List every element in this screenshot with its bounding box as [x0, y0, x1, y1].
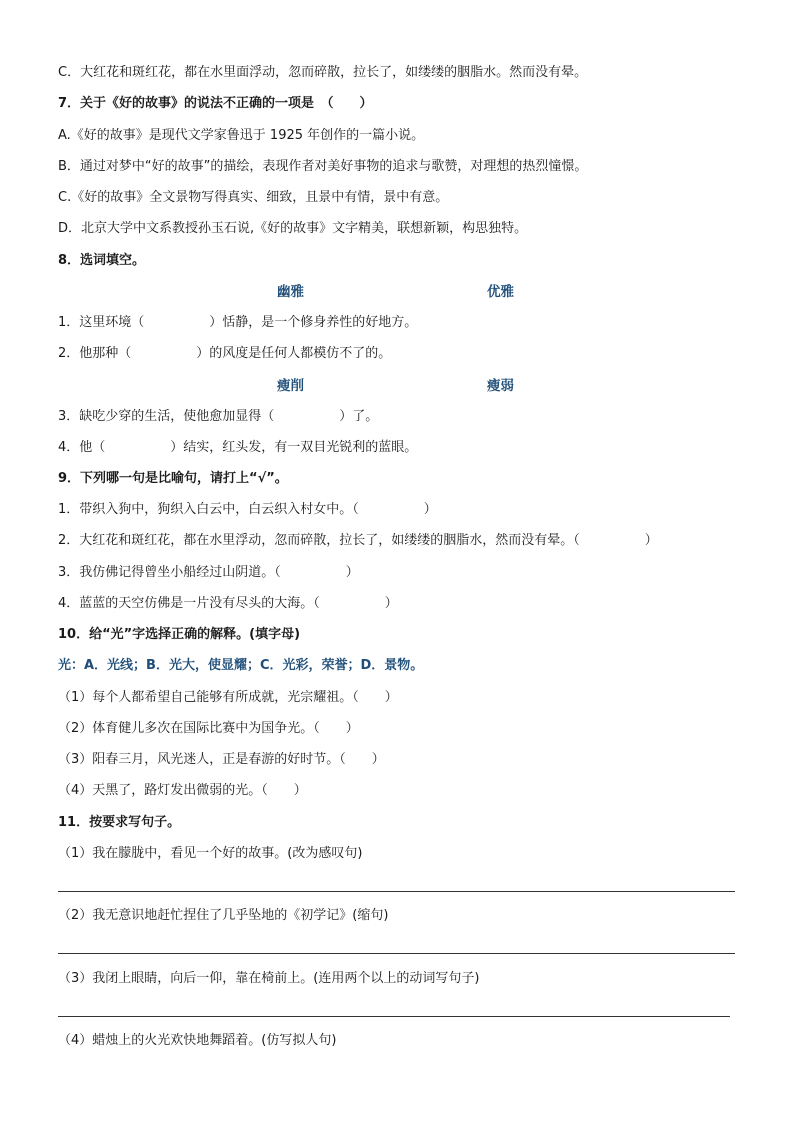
question-11-item-3: （3）我闭上眼睛，向后一仰，靠在椅前上。(连用两个以上的动词写句子) [58, 971, 480, 986]
word-choice-1-right: 优雅 [487, 284, 514, 300]
question-9-title: 9．下列哪一句是比喻句，请打上“√”。 [58, 471, 288, 486]
question-8-item-3: 3．缺吃少穿的生活，使他愈加显得（ ）了。 [58, 409, 379, 424]
question-10-title: 10．给“光”字选择正确的解释。(填字母) [58, 627, 301, 642]
word-choice-1-left: 幽雅 [277, 284, 304, 300]
question-7-option-a: A.《好的故事》是现代文学家鲁迅于 1925 年创作的一篇小说。 [58, 128, 425, 143]
question-7-option-d: D．北京大学中文系教授孙玉石说,《好的故事》文字精美，联想新颖，构思独特。 [58, 221, 528, 236]
question-11-title: 11．按要求写句子。 [58, 815, 181, 830]
answer-line-1[interactable] [58, 891, 735, 892]
question-7-title: 7．关于《好的故事》的说法不正确的一项是 （ ） [58, 96, 373, 111]
question-11-item-4: （4）蜡烛上的火光欢快地舞蹈着。(仿写拟人句) [58, 1033, 337, 1048]
question-8-item-1: 1．这里环境（ ）恬静，是一个修身养性的好地方。 [58, 315, 418, 330]
question-10-item-3: （3）阳春三月，风光迷人，正是春游的好时节。（ ） [58, 752, 385, 767]
question-10-item-4: （4）天黑了，路灯发出微弱的光。（ ） [58, 783, 307, 798]
question-8-item-2: 2．他那种（ ）的风度是任何人都模仿不了的。 [58, 346, 392, 361]
question-9-item-2: 2．大红花和斑红花，都在水里浮动，忽而碎散，拉长了，如缕缕的胭脂水，然而没有晕。（ ） [58, 533, 658, 548]
question-11-item-2: （2）我无意识地赶忙捏住了几乎坠地的《初学记》(缩句) [58, 908, 389, 923]
question-10-options: 光：A．光线；B．光大，使显耀；C．光彩，荣誉；D．景物。 [58, 658, 424, 673]
answer-line-3[interactable] [58, 1016, 730, 1017]
question-8-item-4: 4．他（ ）结实，红头发，有一双目光锐利的蓝眼。 [58, 440, 418, 455]
question-7-option-b: B．通过对梦中“好的故事”的描绘，表现作者对美好事物的追求与歌赞，对理想的热烈憧憬。 [58, 159, 588, 174]
word-choice-2-left: 瘦削 [277, 378, 304, 394]
question-10-item-1: （1）每个人都希望自己能够有所成就，光宗耀祖。（ ） [58, 690, 398, 705]
question-7-option-c: C.《好的故事》全文景物写得真实、细致，且景中有情，景中有意。 [58, 190, 449, 205]
word-choice-2-right: 瘦弱 [487, 378, 514, 394]
question-9-item-1: 1．带织入狗中，狗织入白云中，白云织入村女中。（ ） [58, 502, 437, 517]
question-9-item-3: 3．我仿佛记得曾坐小船经过山阴道。（ ） [58, 565, 359, 580]
question-9-item-4: 4．蓝蓝的天空仿佛是一片没有尽头的大海。（ ） [58, 596, 398, 611]
question-8-title: 8．选词填空。 [58, 253, 146, 268]
question-11-item-1: （1）我在朦胧中，看见一个好的故事。(改为感叹句) [58, 846, 363, 861]
question-10-item-2: （2）体育健儿多次在国际比赛中为国争光。（ ） [58, 721, 359, 736]
option-c-text: C．大红花和斑红花，都在水里面浮动，忽而碎散，拉长了，如缕缕的胭脂水。然而没有晕。 [58, 65, 588, 80]
answer-line-2[interactable] [58, 953, 735, 954]
